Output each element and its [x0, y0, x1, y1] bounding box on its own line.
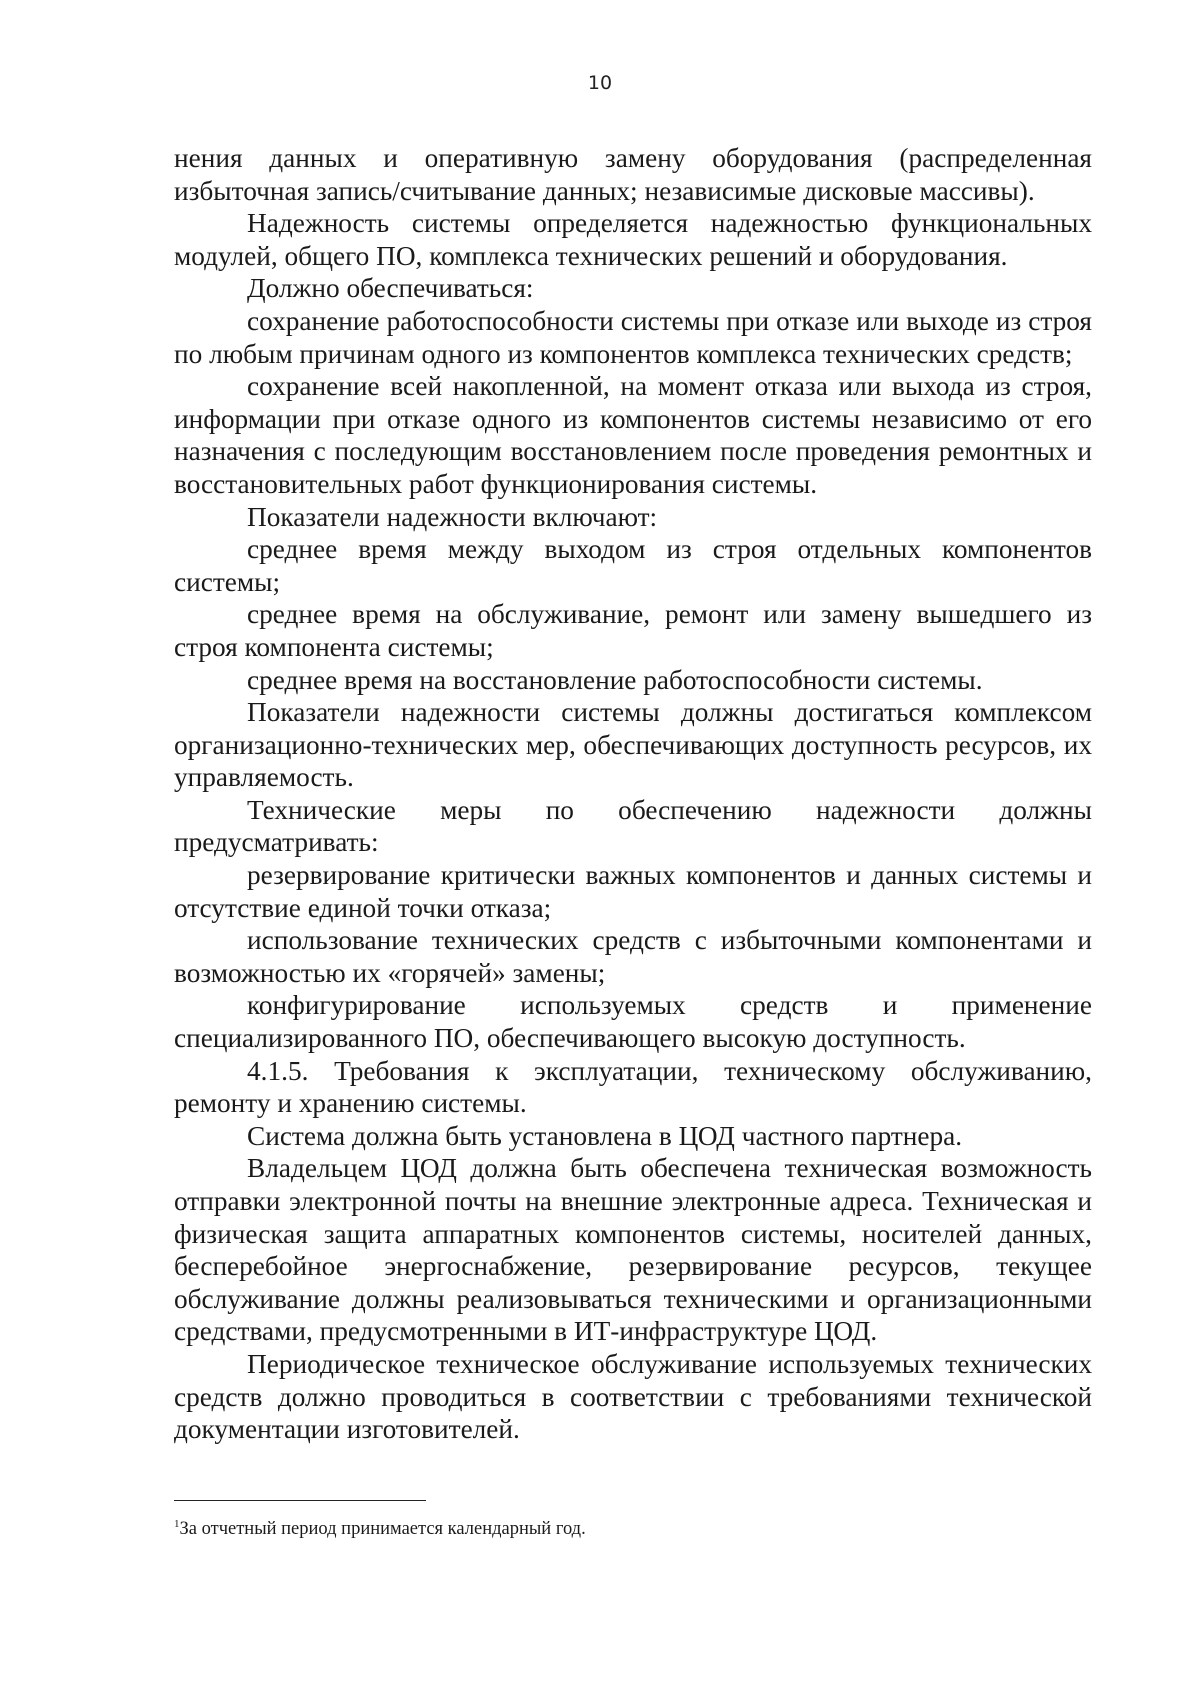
list-item: среднее время на восстановление работоспособности системы.: [247, 664, 983, 695]
paragraph: нения данных и оперативную замену оборудования (распределенная избыточная запись/считывание данных; независимые дисковые массивы).: [174, 143, 1092, 206]
paragraph: Система должна быть установлена в ЦОД частного партнера.: [247, 1120, 963, 1151]
list-item: среднее время на обслуживание, ремонт или замену вышедшего из строя компонента системы;: [174, 599, 1092, 662]
paragraph: Должно обеспечиваться:: [247, 273, 534, 304]
paragraph: Технические меры по обеспечению надежности должны предусматривать:: [174, 794, 1092, 858]
footnote: [174, 1513, 1092, 1540]
list-item: сохранение всей накопленной, на момент отказа или выхода из строя, информации при отказе одного из компонентов системы независимо от его назначения с последующим восстановлением после проведения ремонтных и восстановительных работ функционирования системы.: [174, 371, 1092, 499]
paragraph: Периодическое техническое обслуживание используемых технических средств должно проводиться в соответствии с требованиями технической документации изготовителей.: [174, 1348, 1092, 1445]
body-text: [174, 142, 1092, 1446]
list-item: сохранение работоспособности системы при отказе или выходе из строя по любым причинам одного из компонентов комплекса технических средств;: [174, 305, 1092, 369]
page-number: 10: [587, 72, 613, 94]
list-item: среднее время между выходом из строя отдельных компонентов системы;: [174, 534, 1092, 597]
footnote-divider: [174, 1500, 426, 1501]
list-item: резервирование критически важных компонентов и данных системы и отсутствие единой точки отказа;: [174, 860, 1092, 923]
paragraph: Показатели надежности системы должны достигаться комплексом организационно-технических мер, обеспечивающих доступность ресурсов, их управляемость.: [174, 697, 1092, 793]
list-item: конфигурирование используемых средств и применение специализированного ПО, обеспечивающего высокую доступность.: [174, 990, 1092, 1054]
paragraph: Надежность системы определяется надежностью функциональных модулей, общего ПО, комплекса технических решений и оборудования.: [174, 208, 1092, 271]
footnote-marker: 1: [174, 1518, 180, 1530]
list-item: использование технических средств с избыточными компонентами и возможностью их «горячей» замены;: [174, 925, 1092, 988]
footnote-text: За отчетный период принимается календарный год.: [179, 1519, 586, 1539]
paragraph: Владельцем ЦОД должна быть обеспечена техническая возможность отправки электронной почты на внешние электронные адреса. Техническая и физическая защита аппаратных компонентов системы, носителей данных, бесперебойное энергоснабжение, резервирование ресурсов, текущее обслуживание должны реализовываться техническими и организационными средствами, предусмотренными в ИТ-инфраструктуре ЦОД.: [174, 1153, 1092, 1347]
section-heading: 4.1.5. Требования к эксплуатации, техническому обслуживанию, ремонту и хранению системы.: [174, 1055, 1092, 1119]
paragraph: Показатели надежности включают:: [247, 501, 658, 532]
